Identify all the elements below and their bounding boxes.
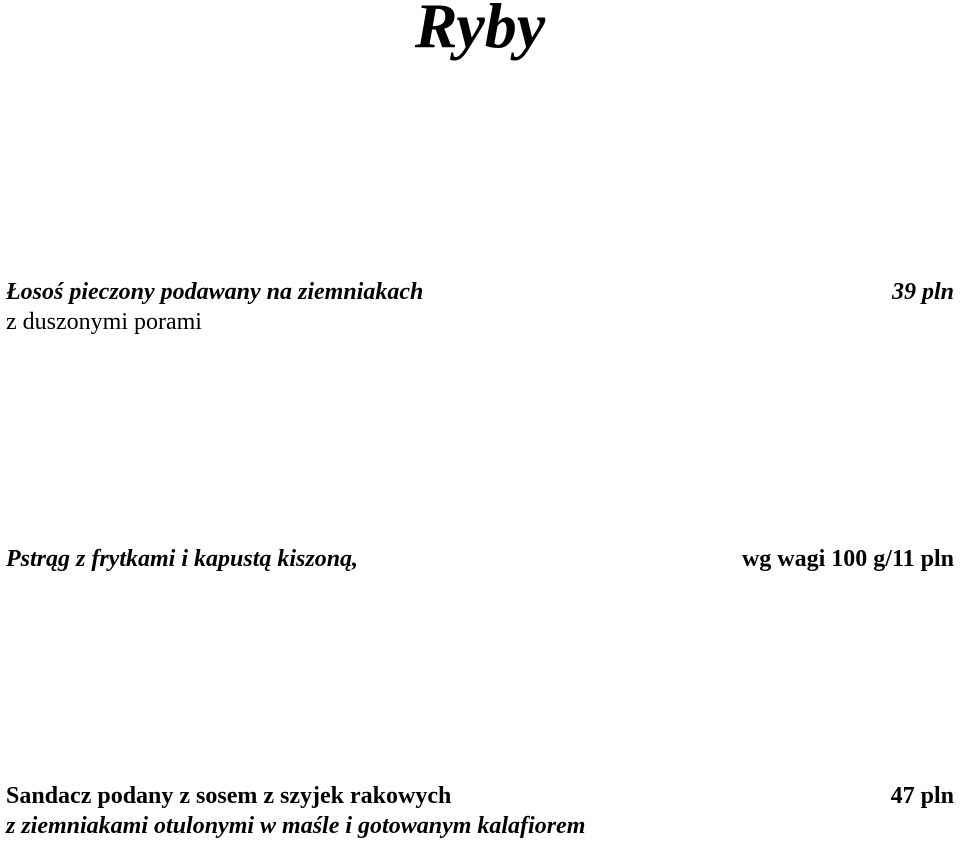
menu-item-price: 39 pln [891, 279, 954, 305]
menu-item-name: Pstrąg z frytkami i kapustą kiszoną, [6, 546, 359, 572]
menu-item-name: Łosoś pieczony podawany na ziemniakach [6, 279, 424, 305]
menu-item-price: 47 pln [890, 783, 954, 809]
menu-item-name: Sandacz podany z sosem z szyjek rakowych [6, 783, 452, 809]
menu-item-row [6, 277, 954, 307]
menu-section-title: Ryby [414, 0, 546, 61]
menu-item [6, 277, 954, 335]
menu-item [6, 544, 954, 574]
menu-item-row [6, 544, 954, 574]
menu-item-row [6, 781, 954, 811]
menu-item [6, 781, 954, 839]
menu-item-description: z ziemniakami otulonymi w maśle i gotowanym kalafiorem [6, 813, 586, 839]
menu-item-price: wg wagi 100 g/11 pln [741, 546, 954, 572]
menu-item-description: z duszonymi porami [6, 309, 202, 335]
